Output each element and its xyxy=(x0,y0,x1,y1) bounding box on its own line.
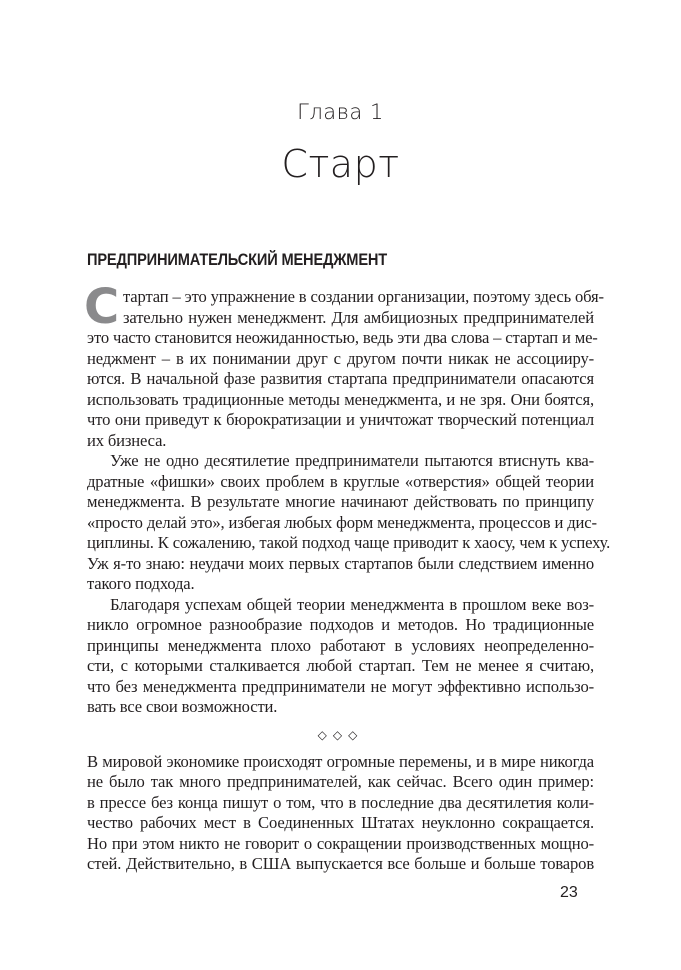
text-line: не было так много предпринимателей, как сейчас. Всего один пример: xyxy=(87,772,594,791)
text-line: никло огромное разнообразие подходов и методов. Но традиционные xyxy=(87,615,594,634)
text-line: ются. В начальной фазе развития стартапа предприниматели опасаются xyxy=(87,369,594,388)
text-line: тартап – это упражнение в создании организации, поэтому здесь обя- xyxy=(123,287,604,306)
text-line: «просто делай это», избегая любых форм менеджмента, процессов и дис- xyxy=(87,512,597,532)
paragraph-3 xyxy=(87,595,594,718)
section-break-ornament: ◇◇◇ xyxy=(317,727,364,742)
text-line: такого подхода. xyxy=(87,574,195,593)
chapter-label: Глава 1 xyxy=(297,100,384,124)
text-line: Уж я-то знаю: неудачи моих первых стартапов были следствием именно xyxy=(87,553,594,573)
page-number: 23 xyxy=(560,884,578,901)
text-line: их бизнеса. xyxy=(87,430,167,450)
text-line: зательно нужен менеджмент. Для амбициозных предпринимателей xyxy=(123,307,594,327)
text-line: чество рабочих мест в Соединенных Штатах неуклонно сокращается. xyxy=(87,813,594,832)
text-line: Но при этом никто не говорит о сокращении производственных мощно- xyxy=(87,833,594,853)
text-line: принципы менеджмента плохо работают в условиях неопределенно- xyxy=(87,635,594,655)
text-line: стей. Действительно, в США выпускается все больше и больше товаров xyxy=(87,854,594,873)
text-line: вать все свои возможности. xyxy=(87,697,278,716)
body-text xyxy=(84,279,611,875)
text-line: Благодаря успехам общей теории менеджмента в прошлом веке воз- xyxy=(110,594,594,614)
text-line: В мировой экономике происходят огромные перемены, и в мире никогда xyxy=(87,751,594,771)
text-line: сти, с которыми сталкивается любой стартап. Тем не менее я считаю, xyxy=(87,656,594,675)
section-heading: ПРЕДПРИНИМАТЕЛЬСКИЙ МЕНЕДЖМЕНТ xyxy=(87,250,388,269)
chapter-title: Старт xyxy=(281,142,400,186)
paragraph-4 xyxy=(87,752,594,875)
text-line: что они приведут к бюрократизации и уничтожат творческий потенциал xyxy=(87,410,594,429)
paragraph-1 xyxy=(87,287,604,451)
text-line: это часто становится неожиданностью, ведь эти два слова – стартап и ме- xyxy=(87,328,598,347)
text-line: что без менеджмента предприниматели не могут эффективно использо- xyxy=(87,676,594,696)
paragraph-2 xyxy=(87,451,611,595)
text-line: циплины. К сожалению, такой подход чаще приводит к хаосу, чем к успеху. xyxy=(87,533,611,552)
text-line: неджмент – в их понимании друг с другом почти никак не ассоцииру- xyxy=(87,348,594,368)
text-line: использовать традиционные методы менеджмента, и не зря. Они боятся, xyxy=(87,389,594,409)
text-line: в прессе без конца пишут о том, что в последние два десятилетия коли- xyxy=(87,792,594,812)
drop-cap: С xyxy=(84,279,120,335)
text-line: Уже не одно десятилетие предприниматели пытаются втиснуть ква- xyxy=(110,451,594,470)
text-line: дратные «фишки» своих проблем в круглые «отверстия» общей теории xyxy=(87,471,594,491)
text-line: менеджмента. В результате многие начинают действовать по принципу xyxy=(87,492,594,511)
